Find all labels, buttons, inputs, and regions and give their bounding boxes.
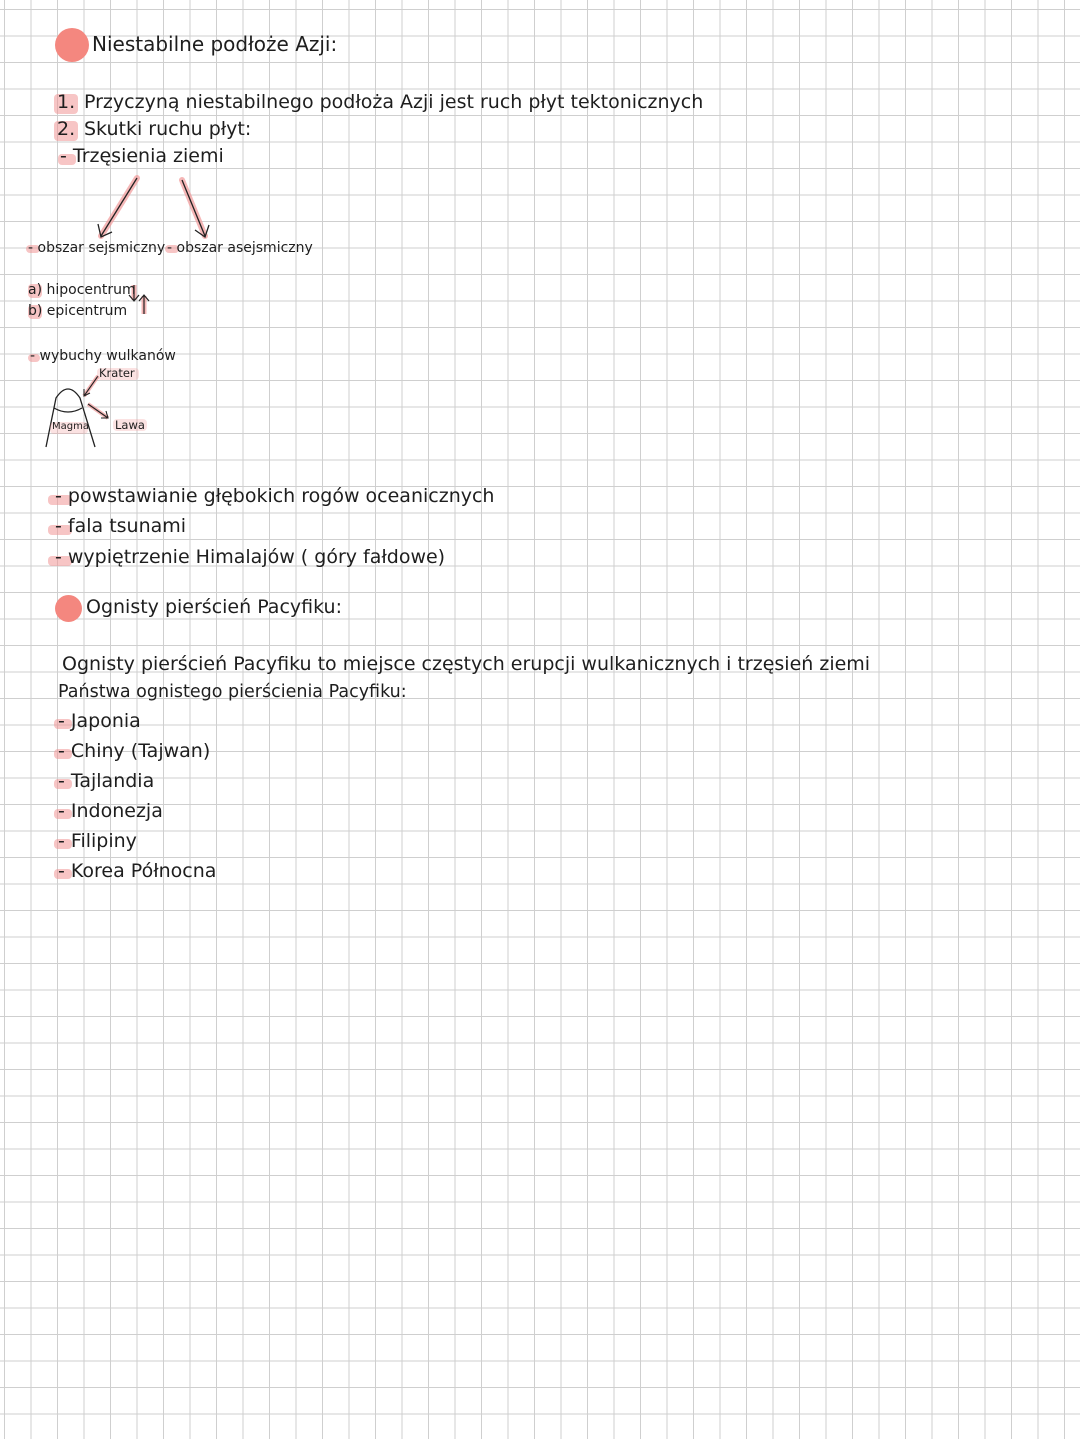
lava-label: Lawa bbox=[115, 418, 145, 432]
effect-trenches: - powstawianie głębokich rogów oceanicznych bbox=[55, 485, 495, 507]
magma-label: Magma bbox=[52, 421, 89, 432]
countries-header: Państwa ognistego pierścienia Pacyfiku: bbox=[58, 682, 407, 702]
country-item: - Tajlandia bbox=[58, 770, 155, 792]
country-item: - Indonezja bbox=[58, 800, 163, 822]
seismic-zone-label: - obszar sejsmiczny bbox=[28, 240, 166, 256]
item-text-1: Przyczyną niestabilnego podłoża Azji jest ruch płyt tektonicznych bbox=[84, 91, 704, 113]
item-number-2: 2. bbox=[57, 118, 76, 140]
section-title-2: Ognisty pierścień Pacyfiku: bbox=[86, 596, 342, 618]
item-text-2: Skutki ruchu płyt: bbox=[84, 118, 252, 140]
aseismic-zone-label: - obszar asejsmiczny bbox=[167, 240, 313, 256]
volcano-label: - wybuchy wulkanów bbox=[30, 348, 176, 364]
crater-label: Krater bbox=[99, 366, 135, 380]
section-title-1: Niestabilne podłoże Azji: bbox=[92, 32, 338, 56]
country-item: - Japonia bbox=[58, 710, 141, 732]
country-item: - Korea Północna bbox=[58, 860, 217, 882]
section-bullet-icon bbox=[55, 595, 82, 622]
effect-tsunami: - fala tsunami bbox=[55, 515, 187, 537]
country-item: - Filipiny bbox=[58, 830, 137, 852]
country-item: - Chiny (Tajwan) bbox=[58, 740, 211, 762]
effect-himalaya: - wypiętrzenie Himalajów ( góry fałdowe) bbox=[55, 546, 446, 568]
item-number-1: 1. bbox=[57, 91, 76, 113]
epicenter-label: b) epicentrum bbox=[28, 303, 128, 319]
ring-of-fire-description: Ognisty pierścień Pacyfiku to miejsce częstych erupcji wulkanicznych i trzęsień ziemi bbox=[62, 653, 871, 675]
earthquake-label: - Trzęsienia ziemi bbox=[60, 145, 224, 167]
hypocenter-label: a) hipocentrum bbox=[28, 282, 136, 298]
